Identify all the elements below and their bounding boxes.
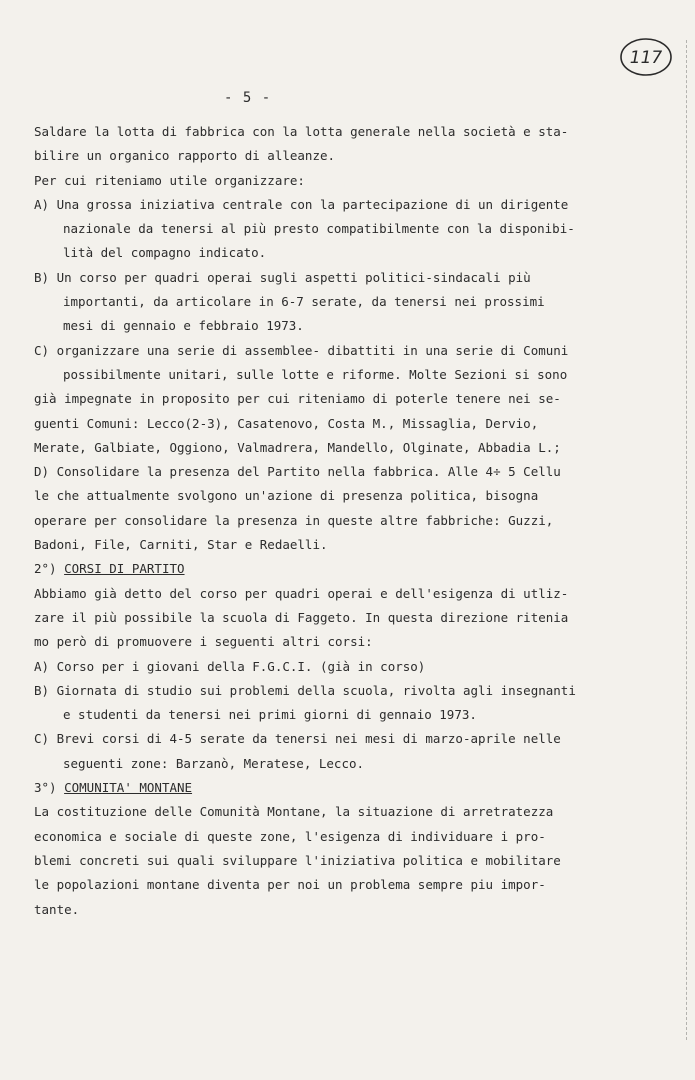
- list-item-a: A) Una grossa iniziativa centrale con la partecipazione di un dirigente: [34, 196, 569, 212]
- text-line: economica e sociale di queste zone, l'esigenza di individuare i pro-: [34, 828, 546, 844]
- text-line: bilire un organico rapporto di alleanze.: [34, 148, 336, 164]
- page-number: - 5 -: [224, 90, 272, 106]
- text-line: Abbiamo già detto del corso per quadri operai e dell'esigenza di utliz-: [34, 585, 569, 601]
- section-heading-2: [34, 557, 658, 581]
- text-line: possibilmente unitari, sulle lotte e riforme. Molte Sezioni si sono: [63, 366, 568, 382]
- text-line: lità del compagno indicato.: [63, 245, 267, 261]
- archive-stamp: [618, 36, 674, 78]
- text-line: Badoni, File, Carniti, Star e Redaelli.: [34, 537, 328, 553]
- list-item-a: A) Corso per i giovani della F.G.C.I. (già in corso): [34, 658, 426, 674]
- list-item-c: C) Brevi corsi di 4-5 serate da tenersi nei mesi di marzo-aprile nelle: [34, 731, 561, 747]
- text-line: mo però di promuovere i seguenti altri corsi:: [34, 634, 373, 650]
- stamp-circle-icon: [618, 36, 674, 78]
- section-number: 3°): [34, 780, 57, 796]
- text-line: Saldare la lotta di fabbrica con la lotta generale nella società e sta-: [34, 124, 569, 139]
- text-line: le che attualmente svolgono un'azione di presenza politica, bisogna: [34, 488, 539, 504]
- text-line: La costituzione delle Comunità Montane, la situazione di arretratezza: [34, 804, 554, 820]
- list-item-b: B) Giornata di studio sui problemi della scuola, rivolta agli insegnanti: [34, 682, 576, 698]
- section-heading-3: [34, 776, 658, 800]
- text-line: Per cui riteniamo utile organizzare:: [34, 172, 305, 188]
- text-line: guenti Comuni: Lecco(2-3), Casatenovo, Costa M., Missaglia, Dervio,: [34, 415, 539, 431]
- list-item-d: D) Consolidare la presenza del Partito nella fabbrica. Alle 4÷ 5 Cellu: [34, 464, 561, 480]
- text-line: mesi di gennaio e febbraio 1973.: [63, 318, 304, 334]
- text-line: zare il più possibile la scuola di Faggeto. In questa direzione ritenia: [34, 609, 569, 625]
- text-line: Merate, Galbiate, Oggiono, Valmadrera, Mandello, Olginate, Abbadia L.;: [34, 439, 561, 455]
- text-line: tante.: [34, 901, 80, 917]
- list-item-b: B) Un corso per quadri operai sugli aspetti politici-sindacali più: [34, 269, 531, 285]
- stamp-number: 117: [629, 48, 663, 68]
- section-title: CORSI DI PARTITO: [64, 561, 185, 577]
- text-line: seguenti zone: Barzanò, Meratese, Lecco.: [63, 755, 365, 771]
- text-line: blemi concreti sui quali sviluppare l'iniziativa politica e mobilitare: [34, 852, 561, 868]
- section-title: COMUNITA' MONTANE: [64, 780, 193, 796]
- document-body: [34, 120, 658, 922]
- text-line: nazionale da tenersi al più presto compatibilmente con la disponibi-: [63, 221, 575, 237]
- text-line: importanti, da articolare in 6-7 serate, da tenersi nei prossimi: [63, 294, 545, 310]
- text-line: già impegnate in proposito per cui riteniamo di poterle tenere nei se-: [34, 391, 561, 407]
- text-line: le popolazioni montane diventa per noi un problema sempre piu impor-: [34, 877, 546, 893]
- list-item-c: C) organizzare una serie di assemblee- dibattiti in una serie di Comuni: [34, 342, 569, 358]
- text-line: e studenti da tenersi nei primi giorni di gennaio 1973.: [63, 707, 477, 723]
- section-number: 2°): [34, 561, 57, 577]
- text-line: operare per consolidare la presenza in queste altre fabbriche: Guzzi,: [34, 512, 554, 528]
